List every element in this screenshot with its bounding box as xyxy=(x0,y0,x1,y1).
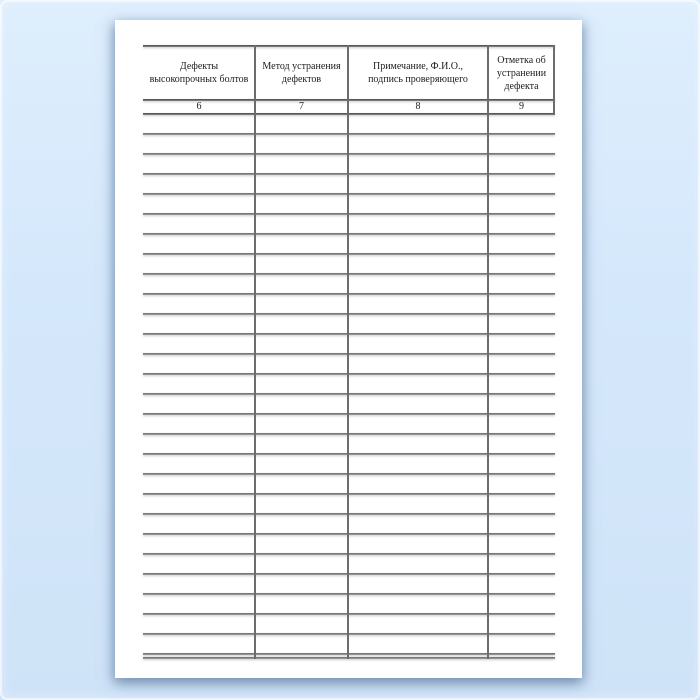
body-row-line xyxy=(143,133,555,135)
column-number-8: 8 xyxy=(415,101,421,112)
body-row-line xyxy=(143,253,555,255)
body-row-line xyxy=(143,333,555,335)
body-row-line xyxy=(143,513,555,515)
body-row-line xyxy=(143,233,555,235)
document-page xyxy=(115,20,582,678)
column-number-7: 7 xyxy=(299,101,304,112)
number-row-bottom-rule xyxy=(143,113,555,115)
body-row-line xyxy=(143,213,555,215)
table-top-border xyxy=(143,45,555,47)
divider-col2-col3 xyxy=(347,45,349,659)
header-line: Дефекты xyxy=(179,61,219,72)
divider-col1-col2 xyxy=(254,45,256,659)
header-line: высокопрочных болтов xyxy=(149,74,249,85)
table-bottom-border xyxy=(143,657,555,659)
header-line: подпись проверяющего xyxy=(368,74,468,85)
header-line: дефектов xyxy=(281,74,322,85)
header-line: Отметка об xyxy=(497,54,546,66)
column-header-method xyxy=(255,47,348,99)
column-header-defects xyxy=(143,47,255,99)
defects-log-table xyxy=(143,45,555,659)
body-row-line xyxy=(143,653,555,655)
body-row-line xyxy=(143,573,555,575)
body-row-line xyxy=(143,533,555,535)
body-row-line xyxy=(143,593,555,595)
column-header-note xyxy=(348,47,488,99)
column-number-9: 9 xyxy=(519,101,524,112)
header-line: дефекта xyxy=(504,80,539,92)
body-row-line xyxy=(143,453,555,455)
body-row-line xyxy=(143,153,555,155)
body-row-line xyxy=(143,353,555,355)
body-row-line xyxy=(143,493,555,495)
body-row-line xyxy=(143,273,555,275)
body-row-line xyxy=(143,373,555,375)
header-line: устранении xyxy=(496,67,547,79)
body-row-line xyxy=(143,553,555,555)
body-row-line xyxy=(143,313,555,315)
header-line: Примечание, Ф.И.О., xyxy=(372,61,464,72)
header-right-border xyxy=(553,45,555,115)
body-row-line xyxy=(143,473,555,475)
body-row-line xyxy=(143,393,555,395)
header-line: Метод устранения xyxy=(262,61,341,72)
body-row-line xyxy=(143,633,555,635)
column-header-mark xyxy=(488,47,555,99)
body-row-line xyxy=(143,293,555,295)
body-row-line xyxy=(143,413,555,415)
column-number-6: 6 xyxy=(196,101,202,112)
body-row-line xyxy=(143,193,555,195)
divider-col3-col4 xyxy=(487,45,489,659)
body-row-line xyxy=(143,613,555,615)
header-bottom-rule xyxy=(143,99,555,101)
body-row-line xyxy=(143,433,555,435)
body-row-line xyxy=(143,173,555,175)
